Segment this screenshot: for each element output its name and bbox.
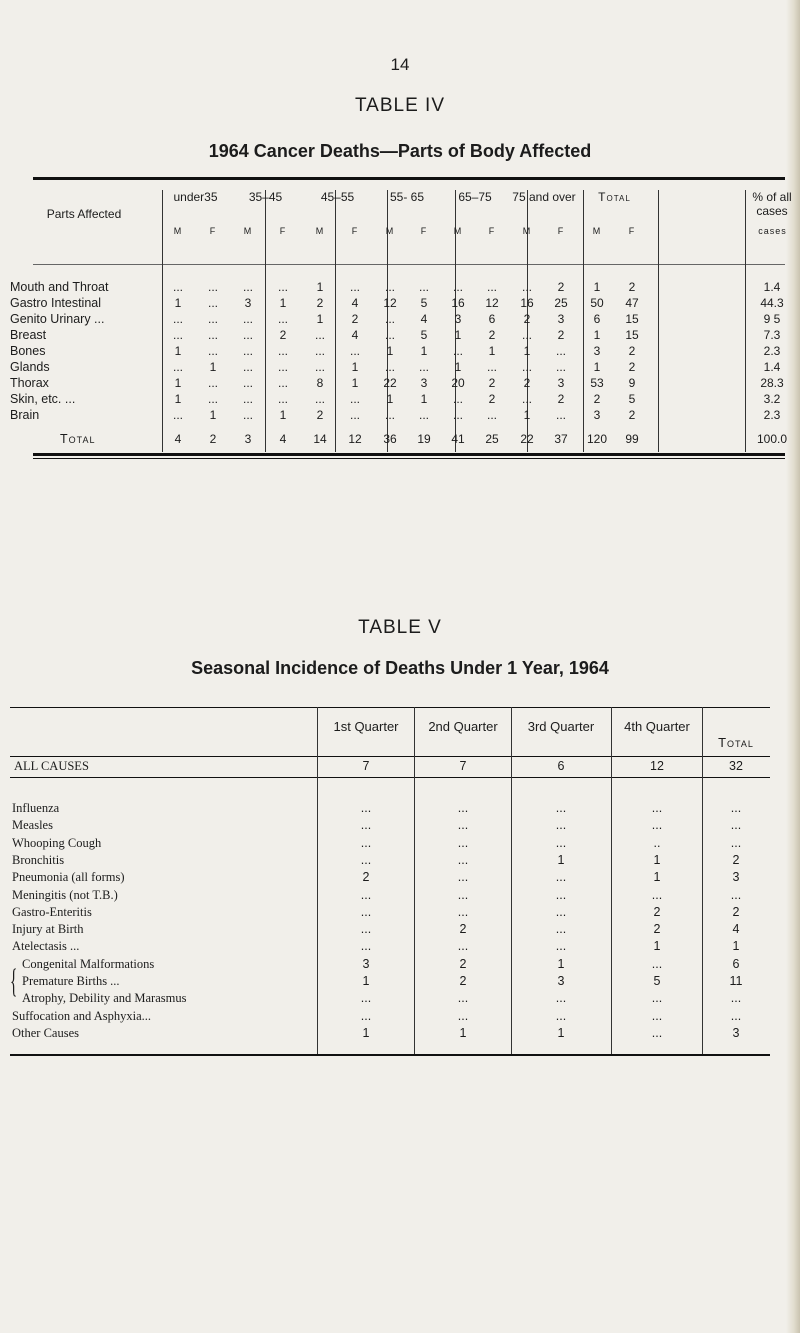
table4-group-header: 75 and over — [512, 190, 576, 204]
table4-cell: ... — [314, 344, 325, 358]
table4-total-cell: 100.0 — [756, 432, 788, 446]
table4-cell: 9 5 — [763, 312, 781, 326]
table4-cell: ... — [384, 328, 395, 342]
table4-cell: 1 — [386, 392, 394, 406]
table4-cell: 1 — [593, 360, 601, 374]
table5-row-cell: ... — [651, 818, 663, 832]
table4-total-cell: 12 — [348, 432, 362, 446]
table4-total-cell: 120 — [586, 432, 608, 446]
table4-cell: 12 — [383, 296, 397, 310]
table4-cell: 1 — [488, 344, 496, 358]
table4-cell: ... — [277, 344, 288, 358]
table4-cell: ... — [521, 392, 532, 406]
table4-cell: 3 — [557, 376, 565, 390]
table4-cell: ... — [277, 392, 288, 406]
table4-sex-header: M — [243, 226, 253, 236]
table5-row-cell: ... — [555, 939, 567, 953]
table4-cell: ... — [418, 280, 429, 294]
table5-row-cell: 2 — [362, 870, 370, 884]
table4-group-header: 45–55 — [320, 190, 355, 204]
table4-cell: ... — [277, 280, 288, 294]
table5-row-cell: ... — [651, 888, 663, 902]
table4-cell: 2 — [557, 328, 565, 342]
table4-cell: 1 — [174, 376, 182, 390]
table4-sex-header: F — [557, 226, 565, 236]
table4-row-label: Breast — [10, 328, 47, 342]
table4-cell: 3 — [454, 312, 462, 326]
table5-row-cell: ... — [555, 818, 567, 832]
table4-cell: ... — [555, 344, 566, 358]
table5-row-cell: 3 — [362, 957, 370, 971]
table4-total-cell: 3 — [244, 432, 252, 446]
table5-row-label: Meningitis (not T.B.) — [12, 888, 118, 902]
table4-cell: ... — [384, 312, 395, 326]
table4-cell: ... — [349, 280, 360, 294]
table4-cell: ... — [418, 408, 429, 422]
table4-cell: ... — [172, 312, 183, 326]
table4-cell: 2.3 — [763, 408, 781, 422]
table4-row-label: Genito Urinary ... — [10, 312, 105, 326]
table4-total-cell: 36 — [383, 432, 397, 446]
table4-cell: 9 — [628, 376, 636, 390]
table4-cell: 47 — [625, 296, 639, 310]
table5-row-cell: 1 — [459, 1026, 467, 1040]
table4-cell: ... — [172, 408, 183, 422]
table5-title: TABLE V — [358, 617, 442, 638]
table4-cell: ... — [555, 360, 566, 374]
table4-cell: ... — [242, 376, 253, 390]
table5-row-cell: 4 — [732, 922, 740, 936]
table4-cell: 1 — [351, 360, 359, 374]
table4-row-label: Glands — [10, 360, 50, 374]
table4-cell: ... — [349, 392, 360, 406]
table5-row-cell: ... — [555, 1009, 567, 1023]
table5-row-label: Gastro-Enteritis — [12, 905, 92, 919]
table4-cell: ... — [452, 392, 463, 406]
table4-group-header: 55- 65 — [389, 190, 425, 204]
table4-cell: ... — [314, 392, 325, 406]
table5-row-label: Bronchitis — [12, 853, 65, 867]
table4-sex-header: M — [315, 226, 325, 236]
table4-group-header: % of all cases — [752, 190, 792, 218]
table5-row-cell: ... — [457, 939, 469, 953]
table5-column-divider — [317, 707, 318, 1054]
table4-cell: 1 — [174, 344, 182, 358]
table4-cell: 53 — [590, 376, 604, 390]
table5-row-cell: 11 — [729, 974, 743, 988]
table5-row-cell: ... — [360, 888, 372, 902]
table4-cell: 28.3 — [760, 376, 784, 390]
table4-cell: 2 — [523, 312, 531, 326]
table5-row-cell: 2 — [732, 853, 740, 867]
table4-cell: ... — [314, 360, 325, 374]
table4-cell: 3 — [557, 312, 565, 326]
table4-cell: 1 — [523, 408, 531, 422]
table5-row-cell: ... — [555, 905, 567, 919]
table5-row-cell: ... — [360, 905, 372, 919]
table5-row-cell: ... — [457, 1009, 469, 1023]
table5-row-cell: 2 — [732, 905, 740, 919]
table4-cell: 5 — [628, 392, 636, 406]
table5-row-cell: 1 — [557, 853, 565, 867]
table5-row-cell: ... — [651, 801, 663, 815]
table4-cell: 20 — [451, 376, 465, 390]
table4-cell: 7.3 — [763, 328, 781, 342]
table5-row-cell: ... — [730, 801, 742, 815]
table5-row-cell: ... — [360, 1009, 372, 1023]
table4-sex-header: F — [420, 226, 428, 236]
table4-cell: 2 — [488, 376, 496, 390]
table5-column-header: 4th Quarter — [624, 719, 690, 734]
table5-row-label: Measles — [12, 818, 53, 832]
table5-row-cell: 1 — [653, 870, 661, 884]
table4-cell: ... — [384, 360, 395, 374]
table5-row-cell: ... — [555, 836, 567, 850]
table5-row-cell: ... — [555, 870, 567, 884]
table4-cell: ... — [277, 376, 288, 390]
table5-row-cell: 5 — [653, 974, 661, 988]
table4-cell: 1 — [209, 360, 217, 374]
table4-cell: ... — [452, 408, 463, 422]
table5-row-cell: 3 — [732, 1026, 740, 1040]
table5-all-causes-cell: 7 — [459, 759, 467, 773]
table4-cell: 1 — [316, 280, 324, 294]
table4-cell: 1.4 — [763, 360, 781, 374]
table5-row-cell: 6 — [732, 957, 740, 971]
table4-total-cell: 37 — [554, 432, 568, 446]
table5-row-label: Other Causes — [12, 1026, 79, 1040]
table5-row-cell: ... — [457, 905, 469, 919]
table5-row-cell: ... — [651, 1009, 663, 1023]
table5-row-cell: ... — [555, 801, 567, 815]
table4-cell: 5 — [420, 296, 428, 310]
table4-cell: ... — [207, 376, 218, 390]
table4-total-cell: 19 — [417, 432, 431, 446]
table4-sex-header: M — [522, 226, 532, 236]
table5-row-cell: ... — [457, 853, 469, 867]
table4-cell: 2 — [628, 408, 636, 422]
table4-total-cell: 4 — [279, 432, 287, 446]
page-number: 14 — [390, 55, 410, 74]
table4-cell: ... — [349, 344, 360, 358]
table5-row-cell: 3 — [557, 974, 565, 988]
table4-cell: 22 — [383, 376, 397, 390]
table4-cell: 16 — [520, 296, 534, 310]
table4-cell: 2 — [488, 392, 496, 406]
table4-cell: ... — [242, 360, 253, 374]
table5-row-cell: ... — [651, 957, 663, 971]
table5-row-cell: ... — [360, 991, 372, 1005]
table5-row-cell: ... — [360, 836, 372, 850]
table4-group-header: Total — [598, 190, 631, 204]
table5-row-cell: ... — [730, 836, 742, 850]
table4-cell: 2 — [628, 280, 636, 294]
table4-row-label: Brain — [10, 408, 40, 422]
table5-column-header: 1st Quarter — [333, 719, 399, 734]
table5-row-cell: 1 — [557, 957, 565, 971]
table4-cell: ... — [207, 328, 218, 342]
table5-row-cell: ... — [730, 888, 742, 902]
table5-row-cell: 1 — [653, 853, 661, 867]
table4-cell: ... — [384, 280, 395, 294]
table4-cell: ... — [521, 360, 532, 374]
table4-cell: 3.2 — [763, 392, 781, 406]
table4-cell: 2 — [488, 328, 496, 342]
table5-all-causes-cell: 7 — [362, 759, 370, 773]
table4-cell: 2 — [628, 360, 636, 374]
table4-cell: ... — [242, 328, 253, 342]
table4-cell: 5 — [420, 328, 428, 342]
table4-cell: 1 — [593, 280, 601, 294]
table5-column-header: 3rd Quarter — [527, 719, 595, 734]
table5-row-cell: ... — [730, 991, 742, 1005]
table4-cell: ... — [384, 408, 395, 422]
table4-sex-header: M — [453, 226, 463, 236]
table5-row-cell: ... — [360, 853, 372, 867]
table5-row-cell: .. — [653, 836, 661, 850]
table5-row-cell: 2 — [459, 974, 467, 988]
table5-row-label: Premature Births ... — [22, 974, 120, 988]
table4-cell: 4 — [351, 296, 359, 310]
table4-pct-sub-header: cases — [758, 226, 787, 236]
table5-row-cell: ... — [730, 1009, 742, 1023]
table4-cell: 4 — [351, 328, 359, 342]
table4-cell: 1 — [209, 408, 217, 422]
table5-all-causes-cell: 6 — [557, 759, 565, 773]
table4-cell: ... — [521, 280, 532, 294]
table5-header-rule — [10, 756, 770, 757]
table4-total-cell: 4 — [174, 432, 182, 446]
table4-cell: 15 — [625, 328, 639, 342]
table4-cell: 2 — [316, 296, 324, 310]
table4-cell: 1 — [454, 328, 462, 342]
table5-row-cell: ... — [651, 1026, 663, 1040]
table4-cell: ... — [452, 280, 463, 294]
table4-sex-header: F — [488, 226, 496, 236]
table4-cell: ... — [242, 408, 253, 422]
table4-cell: 44.3 — [760, 296, 784, 310]
table5-row-label: Congenital Malformations — [22, 957, 155, 971]
table4-cell: ... — [172, 328, 183, 342]
table4-sex-header: F — [351, 226, 359, 236]
table4-cell: ... — [277, 312, 288, 326]
table4-cell: ... — [486, 280, 497, 294]
table4-sex-header: M — [173, 226, 183, 236]
table4-sex-header: F — [209, 226, 217, 236]
table4-group-header: 35–45 — [248, 190, 283, 204]
table5-row-label: Influenza — [12, 801, 60, 815]
table5-subtitle: Seasonal Incidence of Deaths Under 1 Year, 1964 — [191, 658, 609, 678]
table5-row-cell: 1 — [362, 974, 370, 988]
table5-row-cell: 1 — [557, 1026, 565, 1040]
table4-cell: 3 — [244, 296, 252, 310]
table5-row-cell: ... — [360, 818, 372, 832]
table5-row-cell: ... — [360, 939, 372, 953]
table4-cell: 50 — [590, 296, 604, 310]
table4-cell: 2 — [628, 344, 636, 358]
table5-column-header: 2nd Quarter — [428, 719, 498, 734]
table4-cell: 4 — [420, 312, 428, 326]
table4-cell: ... — [277, 360, 288, 374]
table4-group-header: under35 — [173, 190, 218, 204]
table4-cell: 1 — [279, 408, 287, 422]
table4-cell: 8 — [316, 376, 324, 390]
table5-row-label: Whooping Cough — [12, 836, 102, 850]
table5-row-cell: ... — [730, 818, 742, 832]
table4-row-label: Mouth and Throat — [10, 280, 109, 294]
table4-sex-header: M — [592, 226, 602, 236]
table4-cell: ... — [486, 408, 497, 422]
table4-title: TABLE IV — [354, 95, 445, 116]
table5-row-cell: ... — [457, 870, 469, 884]
table4-cell: ... — [207, 280, 218, 294]
table4-cell: ... — [207, 392, 218, 406]
table4-cell: 1 — [279, 296, 287, 310]
table5-all-causes-cell: 32 — [729, 759, 743, 773]
table5-bottom-rule — [10, 1054, 770, 1056]
bracket-glyph: { — [10, 963, 18, 1000]
table4-cell: 1 — [351, 376, 359, 390]
table4-cell: 2 — [593, 392, 601, 406]
table4-cell: 3 — [593, 344, 601, 358]
table4-cell: 1 — [316, 312, 324, 326]
table4-cell: 3 — [420, 376, 428, 390]
table4-cell: 3 — [593, 408, 601, 422]
table4-cell: 2 — [557, 392, 565, 406]
table4-cell: ... — [486, 360, 497, 374]
table4-total-cell: 14 — [313, 432, 327, 446]
table4-cell: 1 — [454, 360, 462, 374]
table5-all-causes-cell: 12 — [650, 759, 664, 773]
table4-cell: ... — [207, 312, 218, 326]
table4-cell: 1 — [174, 392, 182, 406]
table4-cell: 1 — [420, 344, 428, 358]
table4-cell: 1.4 — [763, 280, 781, 294]
table4-cell: 25 — [554, 296, 568, 310]
table5-row-cell: ... — [360, 801, 372, 815]
table4-cell: ... — [452, 344, 463, 358]
table4-cell: 1 — [420, 392, 428, 406]
table5-row-cell: ... — [457, 818, 469, 832]
table4-cell: 16 — [451, 296, 465, 310]
table4-cell: 2 — [557, 280, 565, 294]
table5-row-cell: 2 — [459, 922, 467, 936]
table4-sex-header: F — [628, 226, 636, 236]
table4-cell: ... — [314, 328, 325, 342]
table5-row-cell: 2 — [459, 957, 467, 971]
table5-column-divider — [611, 707, 612, 1054]
table4-cell: ... — [172, 360, 183, 374]
table4-cell: ... — [242, 344, 253, 358]
table5-row-cell: ... — [457, 801, 469, 815]
table4-group-header: 65–75 — [458, 190, 492, 204]
table5-allcauses-rule — [10, 777, 770, 778]
table5-column-divider — [511, 707, 512, 1054]
table4-sex-header: M — [385, 226, 395, 236]
table5-all-causes-label: ALL CAUSES — [14, 759, 89, 773]
table5-row-label: Pneumonia (all forms) — [12, 870, 125, 884]
table5-column-divider — [414, 707, 415, 1054]
table4-row-label: Thorax — [10, 376, 49, 390]
table4-row-label: Gastro Intestinal — [10, 296, 102, 310]
table5-row-cell: ... — [555, 888, 567, 902]
table5-row-cell: 2 — [653, 905, 661, 919]
table4-cell: ... — [207, 344, 218, 358]
table4-total-label: Total — [60, 432, 96, 446]
table4-cell: 2 — [523, 376, 531, 390]
table4-cell: ... — [521, 328, 532, 342]
table4-cell: 6 — [488, 312, 496, 326]
table4-row-label: Skin, etc. ... — [10, 392, 76, 406]
table5-column-header: Total — [718, 735, 754, 750]
table5-row-cell: 2 — [653, 922, 661, 936]
table5-row-cell: ... — [555, 991, 567, 1005]
table5-row-label: Atelectasis ... — [12, 939, 80, 953]
table4-cell: ... — [242, 280, 253, 294]
table4-cell: ... — [418, 360, 429, 374]
table4-cell: 2 — [351, 312, 359, 326]
table4-total-cell: 22 — [520, 432, 534, 446]
table4-cell: 2 — [279, 328, 287, 342]
table4-row-label: Bones — [10, 344, 46, 358]
table4-total-cell: 99 — [625, 432, 639, 446]
table5-row-cell: ... — [651, 991, 663, 1005]
table5-row-cell: ... — [555, 922, 567, 936]
table4-total-cell: 25 — [485, 432, 499, 446]
table4-subtitle: 1964 Cancer Deaths—Parts of Body Affected — [208, 141, 592, 161]
table5-row-cell: 1 — [653, 939, 661, 953]
table4-cell: 6 — [593, 312, 601, 326]
table4-cell: ... — [207, 296, 218, 310]
table4-cell: ... — [242, 312, 253, 326]
table4-cell: 1 — [386, 344, 394, 358]
table5-column-divider — [702, 707, 703, 1054]
table5-row-cell: ... — [457, 888, 469, 902]
table4-cell: 1 — [593, 328, 601, 342]
table5-top-rule — [10, 707, 770, 708]
table4-total-cell: 2 — [209, 432, 217, 446]
table4-cell: ... — [242, 392, 253, 406]
table4-cell: 2.3 — [763, 344, 781, 358]
table4-cell: ... — [555, 408, 566, 422]
parts-affected-header: Parts Affected — [46, 207, 122, 221]
table4-sex-header: F — [279, 226, 287, 236]
table5-row-cell: 3 — [732, 870, 740, 884]
table4-cell: ... — [349, 408, 360, 422]
table5-row-label: Suffocation and Asphyxia... — [12, 1009, 151, 1023]
table5-row-cell: 1 — [732, 939, 740, 953]
table5-row-label: Atrophy, Debility and Marasmus — [22, 991, 187, 1005]
table5-row-cell: ... — [457, 836, 469, 850]
table4-cell: 2 — [316, 408, 324, 422]
table4-cell: ... — [172, 280, 183, 294]
table5-row-cell: 1 — [362, 1026, 370, 1040]
table4-cell: 1 — [174, 296, 182, 310]
table4-total-cell: 41 — [451, 432, 465, 446]
table4-cell: 12 — [485, 296, 499, 310]
table4-cell: 1 — [523, 344, 531, 358]
table5-row-cell: ... — [457, 991, 469, 1005]
table5-row-label: Injury at Birth — [12, 922, 84, 936]
table5-row-cell: ... — [360, 922, 372, 936]
table4-cell: 15 — [625, 312, 639, 326]
